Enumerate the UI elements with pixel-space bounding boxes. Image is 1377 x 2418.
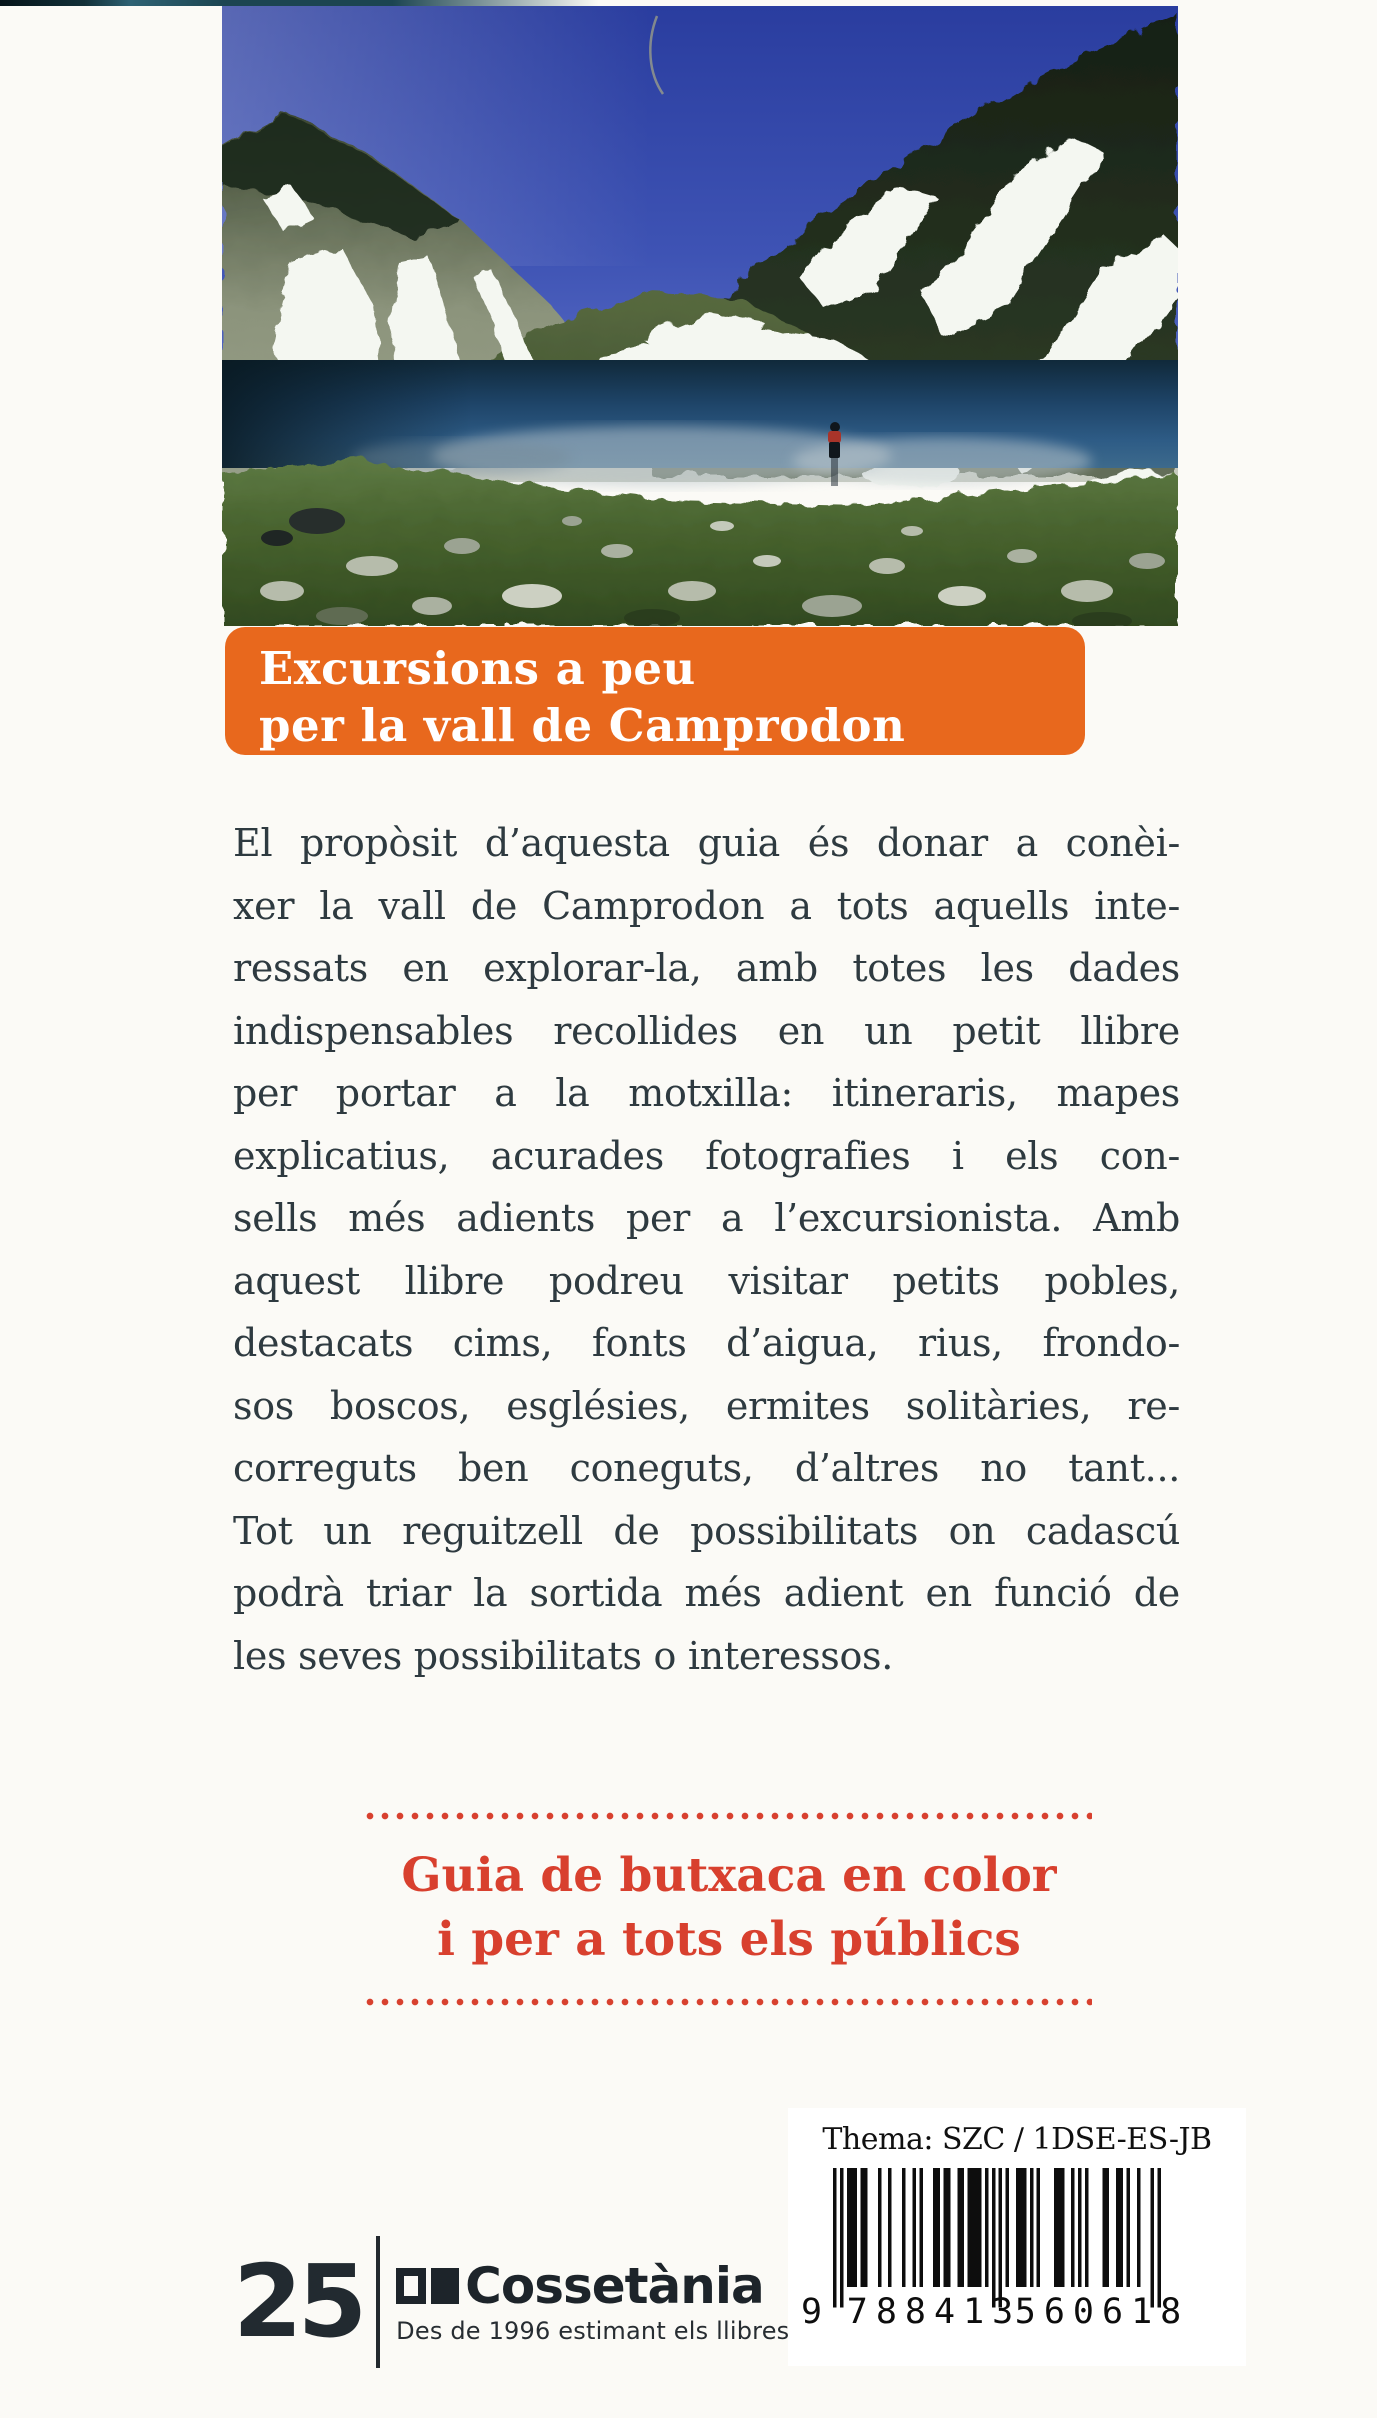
promo-line2: i per a tots els públics	[437, 1912, 1021, 1967]
blurb-line: ressats en explorar-la, amb totes les dades	[233, 946, 1180, 990]
barcode-digits-right-group: 560618	[1014, 2292, 1190, 2332]
logo-filled-square-icon	[431, 2268, 459, 2304]
publisher-name: Cossetània	[465, 2256, 764, 2315]
blurb-line: aquest llibre podreu visitar petits pobles,	[233, 1258, 1180, 1303]
blurb-line: El propòsit d’aquesta guia és donar a conèi-	[233, 821, 1180, 865]
publisher-divider	[376, 2236, 380, 2368]
title-banner	[225, 627, 1085, 755]
barcode-digits	[801, 2292, 1201, 2340]
cossetania-logo	[396, 2256, 790, 2345]
blurb-line: destacats cims, fonts d’aigua, rius, frondo-	[233, 1321, 1180, 1365]
barcode-digits-left-group: 788413	[846, 2292, 1022, 2332]
dotted-separator-top	[366, 1812, 1092, 1820]
blurb-line: podrà triar la sortida més adient en funció de	[233, 1571, 1180, 1615]
publisher-block	[233, 2236, 789, 2368]
promo-line1: Guia de butxaca en color	[401, 1848, 1057, 1903]
blurb-line: Tot un reguitzell de possibilitats on cadascú	[233, 1508, 1180, 1553]
blurb-line: les seves possibilitats o interessos.	[233, 1633, 894, 1678]
thema-classification: Thema: SZC / 1DSE-ES-JB	[822, 2122, 1212, 2157]
blurb-line: sos boscos, esglésies, ermites solitàries, re-	[233, 1383, 1180, 1428]
book-title-line1: Excursions a peu	[259, 642, 696, 695]
barcode-panel	[788, 2108, 1246, 2366]
book-title-line2: per la vall de Camprodon	[259, 699, 906, 752]
blurb-line: explicatius, acurades fotografies i els con-	[233, 1133, 1180, 1178]
barcode-digit-lead: 9	[801, 2292, 823, 2332]
cover-photo	[222, 6, 1178, 626]
mountain-lake-illustration	[222, 6, 1178, 626]
blurb-line: sells més adients per a l’excursionista. Amb	[233, 1196, 1180, 1240]
dotted-separator-bottom	[366, 1998, 1092, 2006]
blurb-line: indispensables recollides en un petit llibre	[233, 1008, 1180, 1053]
barcode-bars	[833, 2168, 1161, 2310]
promo-banner	[366, 1812, 1092, 2006]
back-cover-blurb	[233, 812, 1180, 1687]
isbn-barcode	[801, 2168, 1190, 2360]
blurb-line: correguts ben coneguts, d’altres no tant...	[233, 1446, 1180, 1490]
collection-number: 25	[233, 2243, 363, 2360]
blurb-line: xer la vall de Camprodon a tots aquells inte-	[233, 883, 1180, 928]
logo-open-square-icon	[396, 2268, 426, 2304]
blurb-line: per portar a la motxilla: itineraris, mapes	[233, 1071, 1180, 1115]
publisher-tagline: Des de 1996 estimant els llibres	[396, 2316, 790, 2345]
